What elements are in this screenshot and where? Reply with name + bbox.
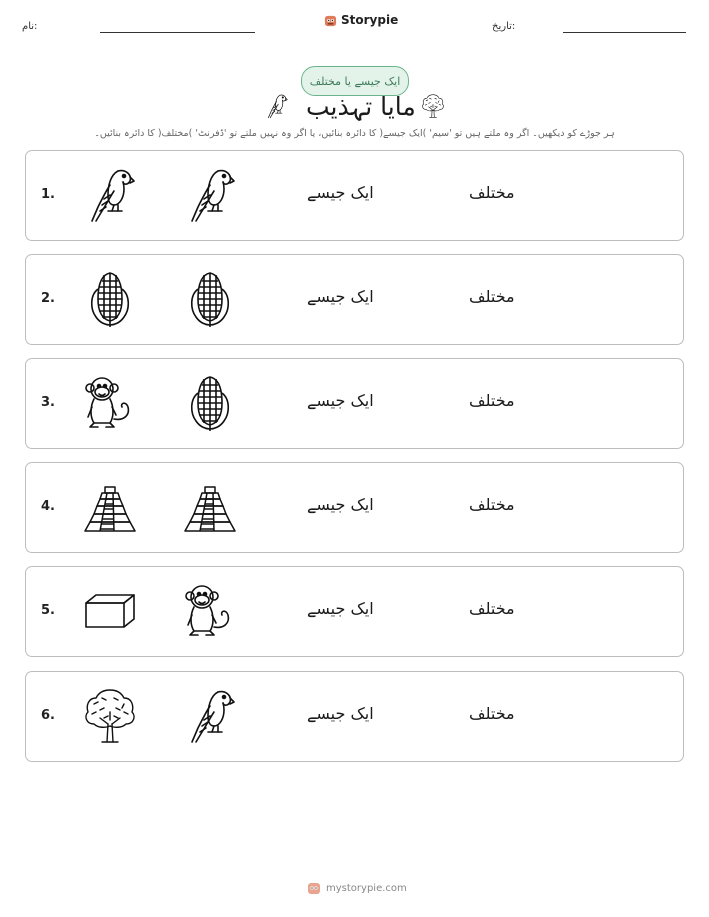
monkey-icon: [180, 581, 240, 641]
pyramid-icon: [180, 477, 240, 537]
question-card: [25, 254, 684, 345]
different-option[interactable]: مختلف: [469, 599, 515, 618]
monkey-icon: [80, 373, 140, 433]
brand-name: Storypie: [341, 13, 399, 27]
brand: [324, 13, 398, 27]
parrot-icon: [180, 686, 240, 746]
different-option[interactable]: مختلف: [469, 391, 515, 410]
different-option[interactable]: مختلف: [469, 183, 515, 202]
parrot-icon: [180, 165, 240, 225]
parrot-icon: [263, 90, 290, 122]
question-card: [25, 150, 684, 241]
question-number: 3.: [41, 395, 55, 410]
storypie-logo-icon: [307, 881, 321, 895]
page-title: مایا تہذیب: [306, 92, 416, 121]
instruction-text: ہر جوڑے کو دیکھیں۔ اگر وہ ملتے ہیں تو 'سیم' )ایک جیسے( کا دائرہ بنائیں، یا اگر وہ نہیں ملتے تو 'ڈفرنٹ' )مختلف( کا دائرہ بنائیں۔: [94, 128, 615, 139]
question-card: [25, 566, 684, 657]
pyramid-icon: [80, 477, 140, 537]
footer: [307, 881, 407, 895]
question-number: 5.: [41, 603, 55, 618]
same-option[interactable]: ایک جیسے: [307, 391, 374, 410]
corn-icon: [80, 269, 140, 329]
question-card: [25, 358, 684, 449]
same-option[interactable]: ایک جیسے: [307, 599, 374, 618]
tree-icon: [420, 90, 446, 122]
same-option[interactable]: ایک جیسے: [307, 287, 374, 306]
question-number: 1.: [41, 187, 55, 202]
parrot-icon: [80, 165, 140, 225]
different-option[interactable]: مختلف: [469, 704, 515, 723]
subtitle-badge: ایک جیسے یا مختلف: [301, 66, 409, 96]
date-label: تاریخ:: [492, 21, 516, 32]
footer-url[interactable]: mystorypie.com: [326, 882, 407, 894]
question-card: [25, 671, 684, 762]
same-option[interactable]: ایک جیسے: [307, 495, 374, 514]
question-number: 6.: [41, 708, 55, 723]
date-line[interactable]: [563, 32, 686, 33]
name-label: نام:: [22, 21, 38, 32]
tree-icon: [80, 686, 140, 746]
name-line[interactable]: [100, 32, 255, 33]
stone-block-icon: [80, 581, 140, 641]
question-card: [25, 462, 684, 553]
storypie-logo-icon: [324, 14, 337, 27]
question-number: 4.: [41, 499, 55, 514]
different-option[interactable]: مختلف: [469, 495, 515, 514]
corn-icon: [180, 373, 240, 433]
same-option[interactable]: ایک جیسے: [307, 704, 374, 723]
corn-icon: [180, 269, 240, 329]
question-number: 2.: [41, 291, 55, 306]
different-option[interactable]: مختلف: [469, 287, 515, 306]
same-option[interactable]: ایک جیسے: [307, 183, 374, 202]
